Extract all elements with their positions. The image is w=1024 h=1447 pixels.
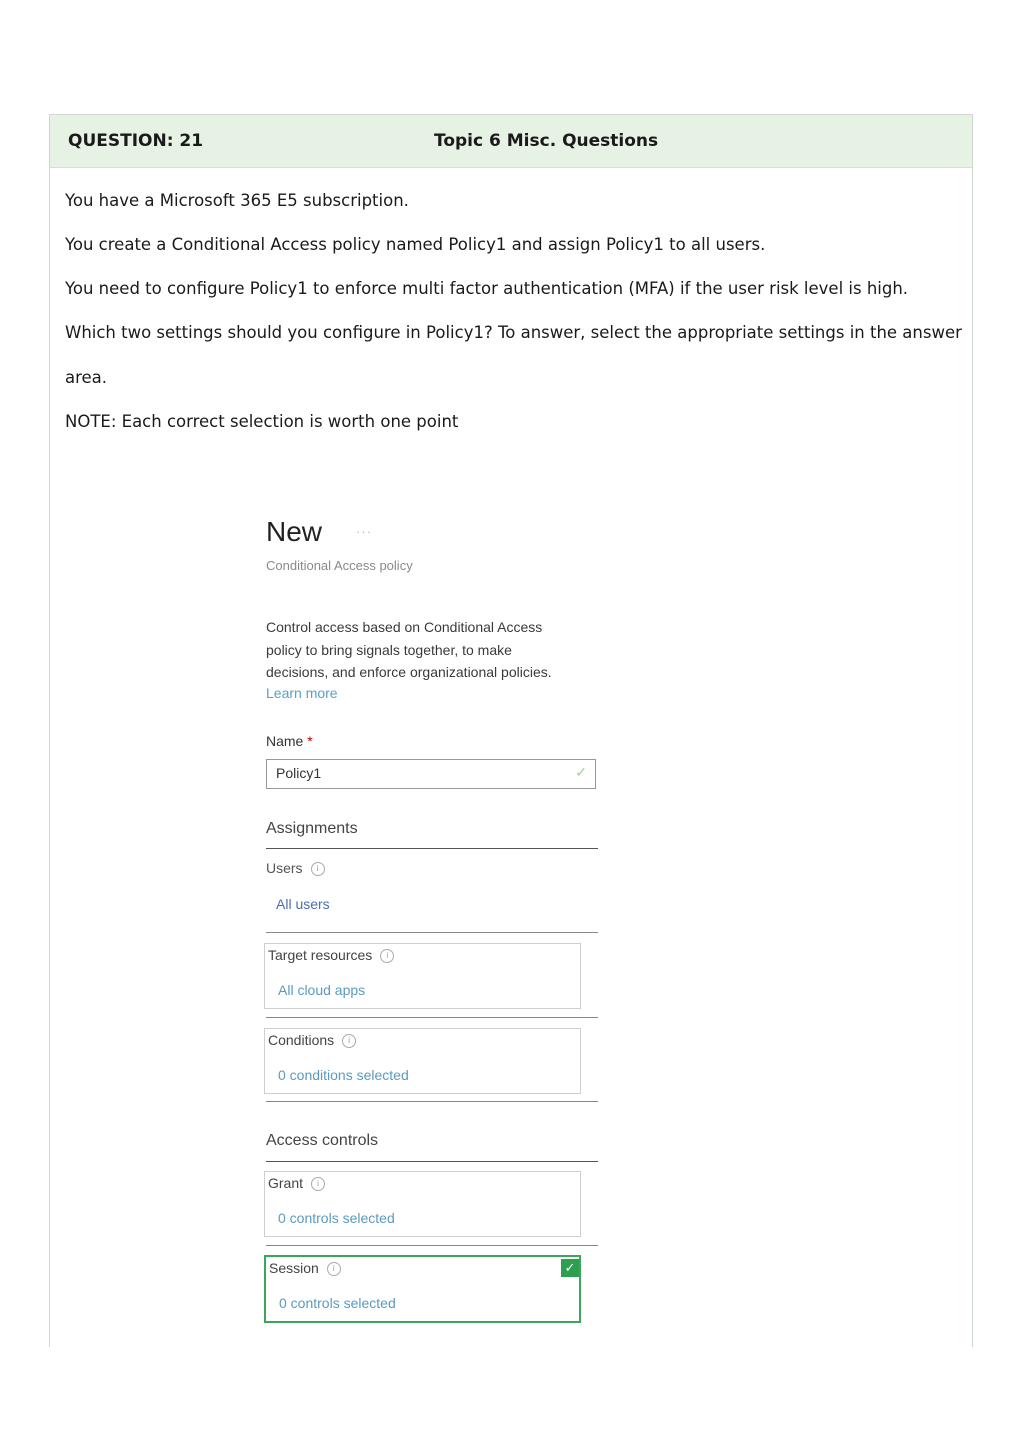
checkmark-icon: ✓: [575, 764, 587, 780]
question-note: NOTE: Each correct selection is worth one point: [65, 412, 459, 431]
users-label-text: Users: [266, 860, 303, 876]
policy-subtitle: Conditional Access policy: [266, 558, 413, 573]
target-resources-value[interactable]: All cloud apps: [278, 982, 366, 998]
conditions-box[interactable]: [264, 1028, 581, 1094]
conditions-label: [268, 1032, 356, 1048]
target-resources-box[interactable]: [264, 943, 581, 1009]
info-icon: i: [311, 862, 325, 876]
divider: [266, 1245, 598, 1246]
question-text-4-cont: area.: [65, 368, 108, 387]
question-text-4: Which two settings should you configure in Policy1? To answer, select the appropriate settings in the answer: [65, 323, 962, 342]
policy-screenshot: [262, 508, 607, 1338]
required-marker: *: [307, 733, 313, 749]
info-icon: i: [342, 1034, 356, 1048]
access-controls-heading: Access controls: [266, 1132, 379, 1149]
target-resources-label: [268, 947, 394, 963]
policy-description-line: Control access based on Conditional Access: [266, 619, 543, 635]
divider: [266, 848, 598, 849]
users-label[interactable]: [266, 860, 325, 876]
grant-label-text: Grant: [268, 1175, 304, 1191]
question-text-2: You create a Conditional Access policy named Policy1 and assign Policy1 to all users.: [65, 235, 766, 254]
name-field-value: Policy1: [276, 765, 322, 781]
question-number: QUESTION: 21: [68, 131, 204, 151]
checkmark-icon: ✓: [561, 1259, 579, 1277]
session-value[interactable]: 0 controls selected: [279, 1295, 396, 1311]
divider: [266, 1101, 598, 1102]
target-resources-label-text: Target resources: [268, 947, 373, 963]
grant-value[interactable]: 0 controls selected: [278, 1210, 395, 1226]
conditions-value[interactable]: 0 conditions selected: [278, 1067, 409, 1083]
grant-label: [268, 1175, 325, 1191]
info-icon: i: [311, 1177, 325, 1191]
policy-title: New: [266, 516, 323, 547]
info-icon: i: [327, 1262, 341, 1276]
policy-description-line: decisions, and enforce organizational policies.: [266, 664, 552, 680]
users-value[interactable]: All users: [276, 896, 330, 912]
question-text-1: You have a Microsoft 365 E5 subscription.: [65, 191, 409, 210]
session-box[interactable]: [264, 1255, 581, 1323]
more-icon[interactable]: ···: [356, 524, 372, 539]
divider: [266, 1161, 598, 1162]
session-label-text: Session: [269, 1260, 319, 1276]
name-label: [266, 733, 313, 749]
policy-description: [266, 616, 586, 684]
assignments-heading: Assignments: [266, 820, 358, 837]
learn-more-link[interactable]: Learn more: [266, 685, 338, 701]
info-icon: i: [380, 949, 394, 963]
name-label-text: Name: [266, 733, 304, 749]
divider: [266, 932, 598, 933]
policy-description-line: policy to bring signals together, to make: [266, 641, 512, 658]
conditions-label-text: Conditions: [268, 1032, 335, 1048]
question-header: [50, 115, 972, 168]
question-text-3: You need to configure Policy1 to enforce multi factor authentication (MFA) if the user risk level is high.: [65, 279, 909, 298]
name-field[interactable]: [266, 759, 596, 789]
divider: [266, 1017, 598, 1018]
question-topic: Topic 6 Misc. Questions: [434, 131, 659, 151]
session-label: [269, 1260, 341, 1276]
grant-box[interactable]: [264, 1171, 581, 1237]
